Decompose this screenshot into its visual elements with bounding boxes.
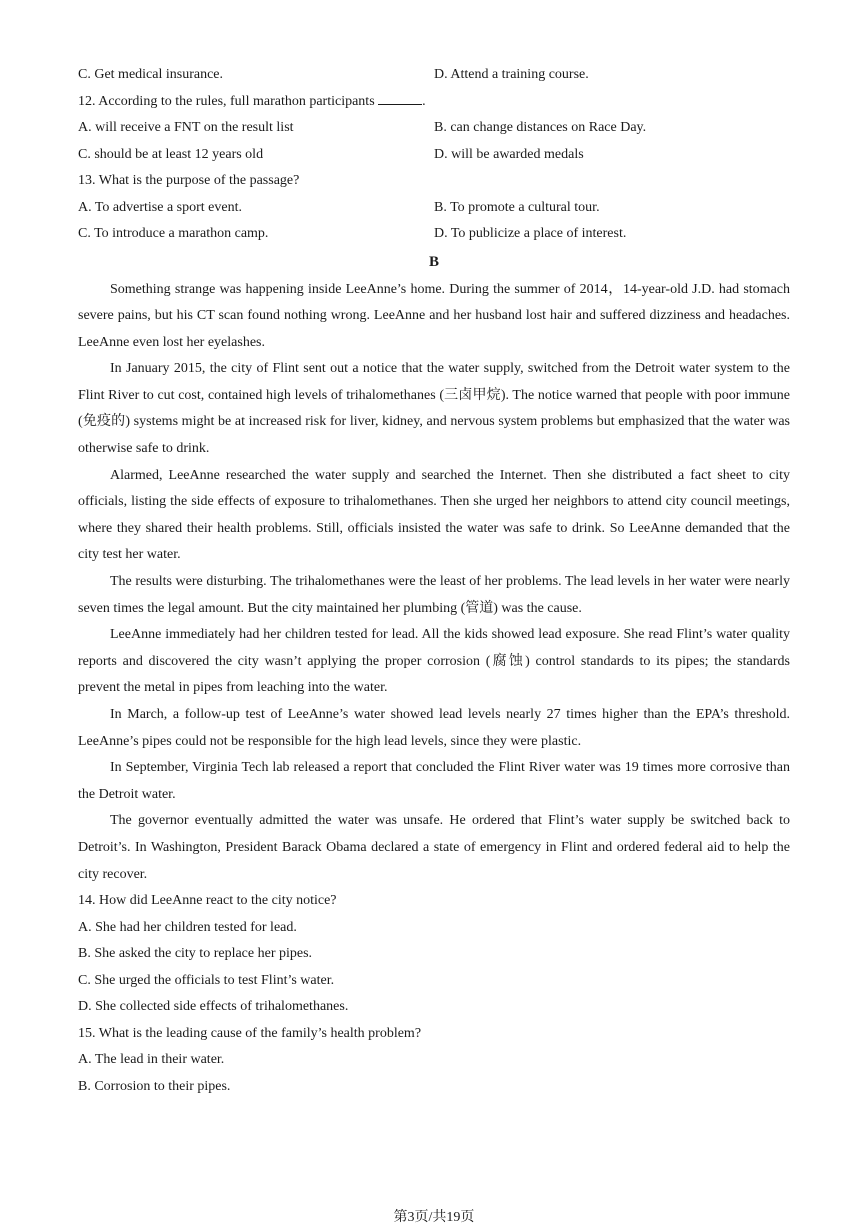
q13-options-cd	[78, 221, 790, 248]
passage-paragraph: In January 2015, the city of Flint sent out a notice that the water supply, switched from the Detroit water system to the Flint River to cut cost, contained high levels of trihalomethanes (三卤甲烷). The notice warned that people with poor immune (免疫的) systems might be at increased risk for liver, kidney, and nervous system problems but emphasized that the water was otherwise safe to drink.	[78, 361, 790, 457]
q15-option-a: A. The lead in their water.	[78, 1052, 225, 1068]
q12-stem-end: .	[422, 93, 426, 109]
q14-option-d: D. She collected side effects of trihalomethanes.	[78, 999, 349, 1015]
q12-option-d: D. will be awarded medals	[434, 146, 584, 162]
passage-paragraph: In March, a follow-up test of LeeAnne’s water showed lead levels nearly 27 times higher than the EPA’s threshold. LeeAnne’s pipes could not be responsible for the high lead levels, since they were plastic.	[78, 707, 790, 749]
q12-options-cd	[78, 142, 790, 169]
q12-options-ab	[78, 115, 790, 142]
section-b-title: B	[428, 253, 439, 270]
q13-option-d: D. To publicize a place of interest.	[434, 226, 627, 241]
q12-option-c: C. should be at least 12 years old	[78, 146, 264, 162]
passage-paragraph: The governor eventually admitted the water was unsafe. He ordered that Flint’s water supply be switched back to Detroit’s. In Washington, President Barack Obama declared a state of emergency in Flint and ordered federal aid to help the city recover.	[78, 813, 790, 882]
q13-option-b: B. To promote a cultural tour.	[434, 199, 600, 215]
q12-option-b: B. can change distances on Race Day.	[434, 120, 647, 135]
passage-paragraph: In September, Virginia Tech lab released a report that concluded the Flint River water was 19 times more corrosive than the Detroit water.	[78, 760, 790, 802]
q13-stem: 13. What is the purpose of the passage?	[78, 173, 300, 188]
q12-option-a: A. will receive a FNT on the result list	[78, 120, 294, 135]
q12-stem	[78, 89, 790, 116]
passage-paragraph: Alarmed, LeeAnne researched the water supply and searched the Internet. Then she distributed a fact sheet to city officials, listing the side effects of exposure to trihalomethanes. Then she urged her neighbors to attend city council meetings, where they shared their health problems. Still, officials insisted the water was safe to drink. So LeeAnne demanded that the city test her water.	[78, 467, 790, 563]
q14-option-a: A. She had her children tested for lead.	[78, 919, 297, 935]
q14-option-c: C. She urged the officials to test Flint’s water.	[78, 972, 335, 988]
answer-blank	[378, 90, 422, 105]
q15-stem: 15. What is the leading cause of the family’s health problem?	[78, 1025, 422, 1041]
q15-option-b: B. Corrosion to their pipes.	[78, 1078, 231, 1094]
q11-option-d: D. Attend a training course.	[434, 67, 589, 82]
q13-option-c: C. To introduce a marathon camp.	[78, 226, 269, 241]
q14-option-b: B. She asked the city to replace her pipes.	[78, 946, 313, 962]
passage-paragraph: Something strange was happening inside LeeAnne’s home. During the summer of 2014，14-year-old J.D. had stomach severe pains, but his CT scan found nothing wrong. LeeAnne and her husband lost hair and suffered dizziness and headaches. LeeAnne even lost her eyelashes.	[78, 281, 790, 350]
q14-stem: 14. How did LeeAnne react to the city notice?	[78, 893, 337, 909]
page-number: 第3页/共19页	[393, 1210, 475, 1225]
section-b-passage	[78, 277, 790, 889]
q12-stem-text: 12. According to the rules, full marathon participants	[78, 93, 375, 109]
passage-paragraph: The results were disturbing. The trihalomethanes were the least of her problems. The lead levels in her water were nearly seven times the legal amount. But the city maintained her plumbing (管道) was the cause.	[78, 574, 790, 616]
passage-paragraph: LeeAnne immediately had her children tested for lead. All the kids showed lead exposure. She read Flint’s water quality reports and discovered the city wasn’t applying the proper corrosion (腐蚀) control standards to its pipes; the standards prevent the metal in pipes from leaching into the water.	[78, 627, 790, 696]
q13-options-ab	[78, 195, 790, 222]
q11-option-c: C. Get medical insurance.	[78, 67, 224, 82]
q11-options-cd	[78, 62, 790, 89]
q13-option-a: A. To advertise a sport event.	[78, 199, 242, 215]
